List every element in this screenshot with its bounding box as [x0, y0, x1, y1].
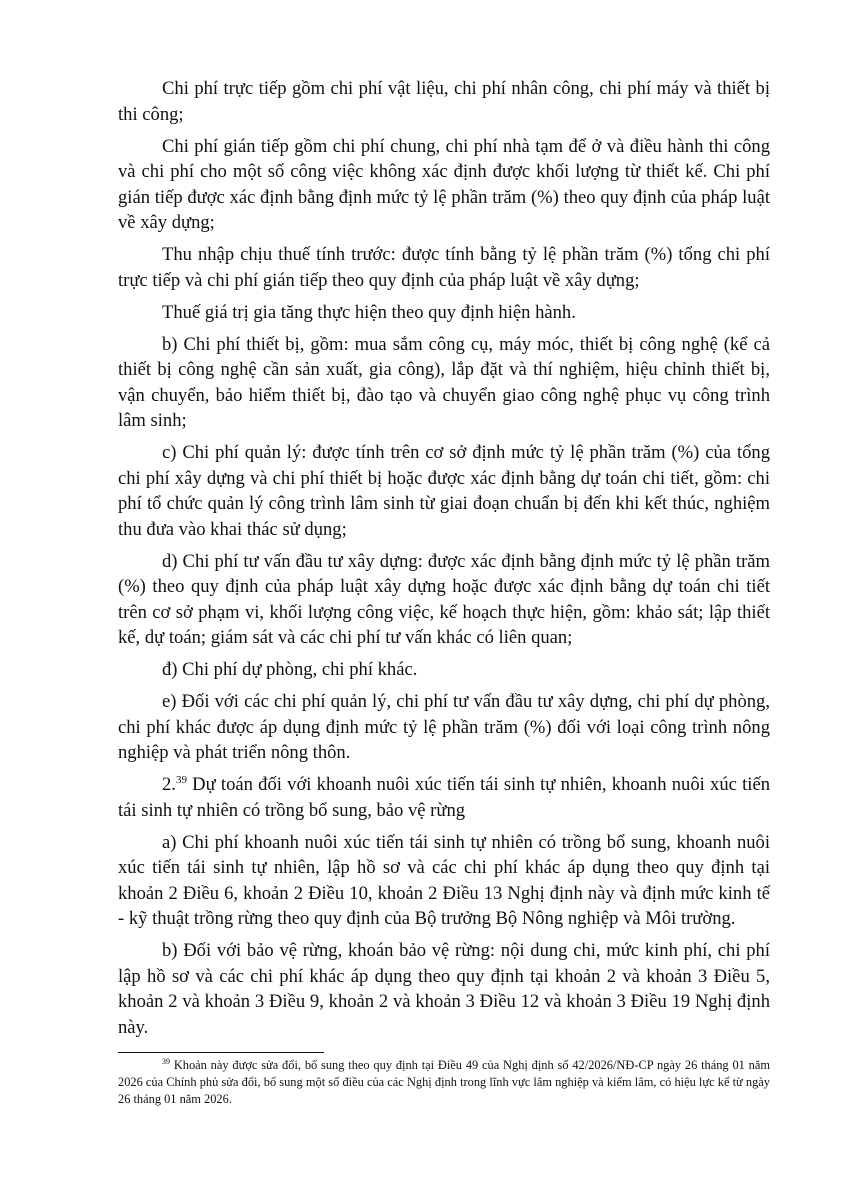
footnote-divider — [118, 1052, 324, 1053]
paragraph-b-equipment-costs: b) Chi phí thiết bị, gồm: mua sắm công cụ, máy móc, thiết bị công nghệ (kể cả thiết bị công nghệ cần sản xuất, gia công), lắp đặt và thí nghiệm, hiệu chỉnh thiết bị, vận chuyển, bảo hiểm thiết bị, đào tạo và chuyển giao công nghệ phục vụ công trình lâm sinh; — [118, 333, 770, 431]
paragraph-b-forest-protection: b) Đối với bảo vệ rừng, khoán bảo vệ rừng: nội dung chi, mức kinh phí, chi phí lập hồ sơ và các chi phí khác áp dụng theo quy định tại khoản 2 và khoản 3 Điều 5, khoản 2 và khoản 3 Điều 9, khoản 2 và khoản 3 Điều 12 và khoản 3 Điều 19 Nghị định này. — [118, 940, 770, 1038]
footnote-39 — [118, 1057, 770, 1108]
item-2-text: Dự toán đối với khoanh nuôi xúc tiến tái sinh tự nhiên, khoanh nuôi xúc tiến tái sinh tự nhiên có trồng bổ sung, bảo vệ rừng — [118, 774, 770, 821]
paragraph-c-management-costs: c) Chi phí quản lý: được tính trên cơ sở định mức tỷ lệ phần trăm (%) của tổng chi phí xây dựng và chi phí thiết bị hoặc được xác định bằng dự toán chi tiết, gồm: chi phí tổ chức quản lý công trình lâm sinh từ giai đoạn chuẩn bị đến khi kết thúc, nghiệm thu đưa vào khai thác sử dụng; — [118, 442, 770, 540]
paragraph-direct-costs: Chi phí trực tiếp gồm chi phí vật liệu, chi phí nhân công, chi phí máy và thiết bị thi công; — [118, 78, 770, 125]
item-2-number: 2. — [162, 774, 176, 795]
footnote-text: Khoản này được sửa đổi, bổ sung theo quy định tại Điều 49 của Nghị định số 42/2026/NĐ-CP ngày 26 tháng 01 năm 2026 của Chính phủ sửa đổi, bổ sung một số điều của các Nghị định trong lĩnh vực lâm nghiệp và kiểm lâm, có hiệu lực kể từ ngày 26 tháng 01 năm 2026. — [118, 1058, 770, 1106]
paragraph-dd-contingency-costs: đ) Chi phí dự phòng, chi phí khác. — [162, 659, 418, 680]
footnote-number: 39 — [162, 1056, 170, 1066]
paragraph-item-2-heading — [118, 772, 770, 823]
paragraph-d-consulting-costs: d) Chi phí tư vấn đầu tư xây dựng: được xác định bằng định mức tỷ lệ phần trăm (%) theo quy định của pháp luật xây dựng hoặc được xác định bằng dự toán chi tiết trên cơ sở phạm vi, khối lượng công việc, kế hoạch thực hiện, gồm: khảo sát; lập thiết kế, dự toán; giám sát và các chi phí tư vấn khác có liên quan; — [118, 550, 770, 648]
footnote-reference-39[interactable]: 39 — [175, 773, 187, 786]
document-body — [118, 76, 770, 1047]
paragraph-vat: Thuế giá trị gia tăng thực hiện theo quy định hiện hành. — [162, 301, 576, 323]
paragraph-e-rate-application: e) Đối với các chi phí quản lý, chi phí tư vấn đầu tư xây dựng, chi phí dự phòng, chi phí khác được áp dụng định mức tỷ lệ phần trăm (%) đối với loại công trình nông nghiệp và phát triển nông thôn. — [118, 691, 770, 763]
paragraph-indirect-costs: Chi phí gián tiếp gồm chi phí chung, chi phí nhà tạm để ở và điều hành thi công và chi phí cho một số công việc không xác định được khối lượng từ thiết kế. Chi phí gián tiếp được xác định bằng định mức tỷ lệ phần trăm (%) theo quy định của pháp luật về xây dựng; — [118, 135, 770, 233]
paragraph-a-regeneration-costs: a) Chi phí khoanh nuôi xúc tiến tái sinh tự nhiên có trồng bổ sung, khoanh nuôi xúc tiến tái sinh tự nhiên, lập hồ sơ và các chi phí khác áp dụng theo quy định tại khoản 2 Điều 6, khoản 2 Điều 10, khoản 2 Điều 13 Nghị định này và định mức kinh tế - kỹ thuật trồng rừng theo quy định của Bộ trưởng Bộ Nông nghiệp và Môi trường. — [118, 831, 770, 929]
paragraph-pretax-income: Thu nhập chịu thuế tính trước: được tính bằng tỷ lệ phần trăm (%) tổng chi phí trực tiếp và chi phí gián tiếp theo quy định của pháp luật về xây dựng; — [118, 244, 770, 291]
